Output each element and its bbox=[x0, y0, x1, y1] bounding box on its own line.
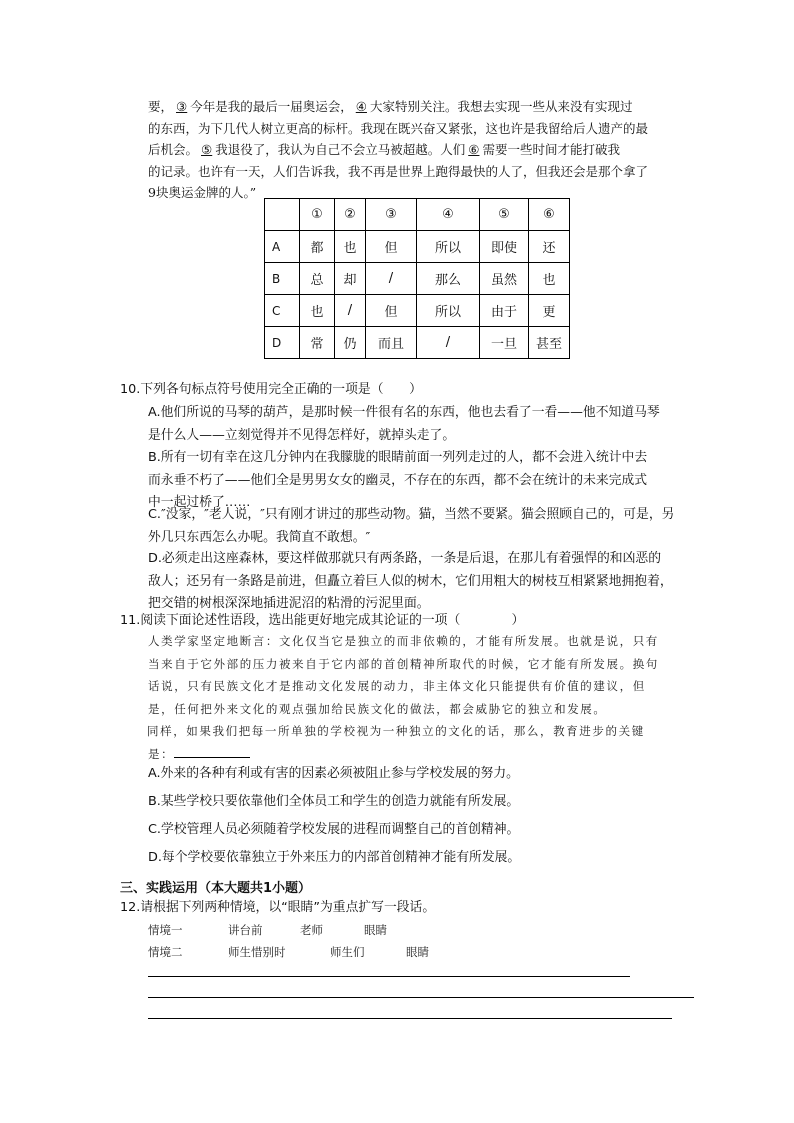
table-cell: B bbox=[265, 263, 300, 295]
section-heading: 三、实践运用（本大题共1小题） bbox=[120, 881, 312, 896]
option-line: C.″没家，″老人说，″只有刚才讲过的那些动物。猫，当然不要紧。猫会照顾自己的，可是，另 bbox=[148, 507, 675, 522]
table-cell: 更 bbox=[529, 295, 570, 327]
table-row bbox=[265, 295, 570, 327]
passage-line: 后机会。 ⑤ 我退役了，我认为自己不会立马被超越。人们 ⑥ 需要一些时间才能打破我 bbox=[148, 142, 620, 157]
table-header-row bbox=[265, 199, 570, 231]
passage-line: 同样，如果我们把每一所单独的学校视为一种独立的文化的话，那么，教育进步的关键 bbox=[147, 724, 645, 738]
table-cell: / bbox=[335, 295, 366, 327]
option-line: 外几只东西怎么办呢。我简直不敢想。″ bbox=[148, 529, 371, 545]
passage-line: 的东西，为下几代人树立更高的标杆。我现在既兴奋又紧张，这也许是我留给后人遗产的最 bbox=[148, 120, 649, 136]
scene-item: 眼睛 bbox=[364, 923, 387, 937]
option-line: 把交错的树根深深地插进泥沼的粘滑的污泥里面。 bbox=[148, 596, 430, 611]
passage-line: 是： bbox=[148, 743, 698, 766]
q11-passage bbox=[148, 630, 698, 765]
table-cell: 仍 bbox=[335, 327, 366, 359]
table-cell: 虽然 bbox=[480, 263, 529, 295]
blank-6: ⑥ bbox=[468, 142, 480, 157]
passage-line: 要， ③ 今年是我的最后一届奥运会， ④ 大家特别关注。我想去实现一些从来没有实现过 bbox=[148, 99, 633, 114]
scene-item: 眼睛 bbox=[406, 945, 429, 959]
table-cell: 但 bbox=[366, 295, 417, 327]
table-cell: 总 bbox=[300, 263, 335, 295]
table-cell: 常 bbox=[300, 327, 335, 359]
q10-option-c[interactable] bbox=[148, 504, 708, 549]
scene-item: 师生惜别时 bbox=[228, 945, 286, 959]
table-cell: 还 bbox=[529, 231, 570, 263]
table-cell: ③ bbox=[366, 199, 417, 231]
q11-option-b[interactable]: B.某些学校只要依靠他们全体员工和学生的创造力就能有所发展。 bbox=[148, 794, 520, 809]
table-cell: 也 bbox=[300, 295, 335, 327]
option-line: 中一起过桥了…… bbox=[148, 495, 251, 510]
blank-5: ⑤ bbox=[201, 142, 213, 157]
scene-label: 情境二 bbox=[148, 945, 183, 959]
table-cell: 甚至 bbox=[529, 327, 570, 359]
q10-option-a[interactable] bbox=[148, 402, 708, 447]
table-cell: C bbox=[265, 295, 300, 327]
option-table bbox=[264, 198, 570, 359]
option-line: 敌人；还另有一条路是前进，但矗立着巨人似的树木，它们用粗大的树枝互相紧紧地拥抱着， bbox=[148, 573, 673, 589]
table-row bbox=[265, 231, 570, 263]
answer-line[interactable] bbox=[148, 976, 630, 977]
table-cell bbox=[265, 199, 300, 231]
scene-item: 师生们 bbox=[330, 945, 365, 959]
option-line: 而永垂不朽了——他们全是男男女女的幽灵，不存在的东西，都不会在统计的未来完成式 bbox=[148, 472, 648, 488]
table-cell: / bbox=[366, 263, 417, 295]
table-cell: A bbox=[265, 231, 300, 263]
answer-blank[interactable] bbox=[174, 745, 250, 758]
passage-line: 的记录。也许有一天，人们告诉我，我不再是世界上跑得最快的人了，但我还会是那个拿了 bbox=[148, 163, 649, 179]
passage-line: 当来自于它外部的压力被来自于它内部的首创精神所取代的时候，它才能有所发展。换句 bbox=[148, 656, 659, 671]
question-11-stem: 11.阅读下面论述性语段，选出能更好地完成其论证的一项（ ） bbox=[120, 613, 525, 628]
table-cell: 却 bbox=[335, 263, 366, 295]
scene-item: 讲台前 bbox=[228, 923, 263, 937]
passage-line: 话说，只有民族文化才是推动文化发展的动力，非主体文化只能提供有价值的建议，但 bbox=[148, 679, 646, 693]
table-cell: 那么 bbox=[417, 263, 480, 295]
passage-top bbox=[148, 96, 700, 204]
table-row bbox=[265, 327, 570, 359]
table-cell: 即使 bbox=[480, 231, 529, 263]
q10-option-d[interactable] bbox=[148, 548, 708, 616]
table-cell: 所以 bbox=[417, 231, 480, 263]
scene-item: 老师 bbox=[300, 923, 323, 937]
option-line: 是什么人——立刻觉得并不见得怎样好，就掉头走了。 bbox=[148, 427, 456, 443]
question-10-stem: 10.下列各句标点符号使用完全正确的一项是（ ） bbox=[120, 382, 422, 397]
table-cell: 所以 bbox=[417, 295, 480, 327]
answer-line[interactable] bbox=[148, 1018, 672, 1019]
option-line: A.他们所说的马琴的葫芦，是那时候一件很有名的东西，他也去看了一看——他不知道马琴 bbox=[148, 405, 660, 420]
table-row bbox=[265, 263, 570, 295]
table-cell: ⑥ bbox=[529, 199, 570, 231]
blank-3: ③ bbox=[176, 99, 188, 114]
table-cell: D bbox=[265, 327, 300, 359]
q11-option-c[interactable]: C.学校管理人员必须随着学校发展的进程而调整自己的首创精神。 bbox=[148, 822, 520, 837]
passage-line: 是，任何把外来文化的观点强加给民族文化的做法，都会威胁它的独立和发展。 bbox=[148, 701, 607, 716]
table-cell: 一旦 bbox=[480, 327, 529, 359]
table-cell: ② bbox=[335, 199, 366, 231]
table-cell: ① bbox=[300, 199, 335, 231]
blank-4: ④ bbox=[355, 99, 367, 114]
table-cell: 但 bbox=[366, 231, 417, 263]
passage-line: 人类学家坚定地断言：文化仅当它是独立的而非依赖的，才能有所发展。也就是说，只有 bbox=[148, 634, 659, 648]
table-cell: ⑤ bbox=[480, 199, 529, 231]
table-cell: 都 bbox=[300, 231, 335, 263]
scene-label: 情境一 bbox=[148, 923, 183, 937]
table-cell: 也 bbox=[529, 263, 570, 295]
table-cell: 而且 bbox=[366, 327, 417, 359]
q11-option-d[interactable]: D.每个学校要依靠独立于外来压力的内部首创精神才能有所发展。 bbox=[148, 850, 521, 865]
answer-line[interactable] bbox=[148, 997, 694, 998]
table-cell: 由于 bbox=[480, 295, 529, 327]
q11-option-a[interactable]: A.外来的各种有利或有害的因素必须被阻止参与学校发展的努力。 bbox=[148, 766, 519, 781]
question-12-stem: 12.请根据下列两种情境，以“眼睛”为重点扩写一段话。 bbox=[120, 900, 436, 915]
table-cell: ④ bbox=[417, 199, 480, 231]
table-cell: 也 bbox=[335, 231, 366, 263]
table-cell: / bbox=[417, 327, 480, 359]
option-line: B.所有一切有幸在这几分钟内在我朦胧的眼睛前面一列列走过的人，都不会进入统计中去 bbox=[148, 450, 648, 465]
option-line: D.必须走出这座森林，要这样做那就只有两条路，一条是后退，在那儿有着强悍的和凶恶的 bbox=[148, 551, 661, 566]
passage-line: 9块奥运金牌的人。” bbox=[148, 185, 257, 200]
